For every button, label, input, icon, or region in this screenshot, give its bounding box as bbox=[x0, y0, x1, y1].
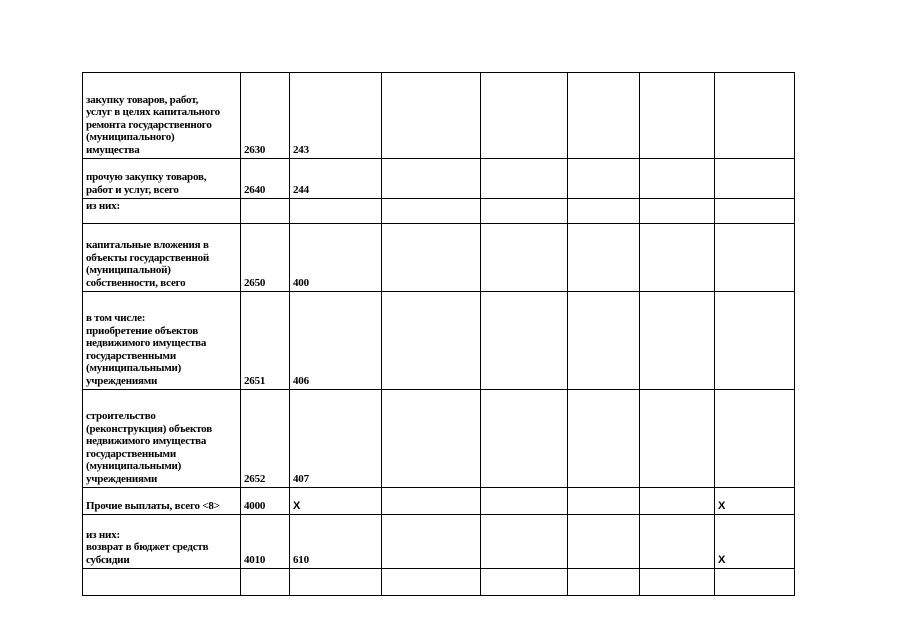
row-description: в том числе: приобретение объектов недвижимого имущества государственными (муниципальными) учреждениями bbox=[83, 292, 241, 390]
value-cell bbox=[568, 515, 640, 569]
row-description: капитальные вложения в объекты государственной (муниципальной) собственности, всего bbox=[83, 224, 241, 292]
row-last-value bbox=[715, 390, 795, 488]
value-cell bbox=[481, 199, 568, 224]
value-cell bbox=[568, 73, 640, 159]
row-kbk-code: 406 bbox=[290, 292, 382, 390]
row-description bbox=[83, 569, 241, 596]
value-cell bbox=[481, 488, 568, 515]
row-last-value bbox=[715, 569, 795, 596]
value-cell bbox=[382, 569, 481, 596]
row-kbk-code: 610 bbox=[290, 515, 382, 569]
value-cell bbox=[568, 199, 640, 224]
row-description: строительство (реконструкция) объектов недвижимого имущества государственными (муниципальными) учреждениями bbox=[83, 390, 241, 488]
row-last-value: Х bbox=[715, 488, 795, 515]
row-description: из них: возврат в бюджет средств субсидии bbox=[83, 515, 241, 569]
value-cell bbox=[481, 390, 568, 488]
row-last-value bbox=[715, 224, 795, 292]
table-row bbox=[83, 292, 795, 390]
value-cell bbox=[568, 488, 640, 515]
value-cell bbox=[640, 159, 715, 199]
row-last-value bbox=[715, 73, 795, 159]
value-cell bbox=[481, 569, 568, 596]
row-code: 2630 bbox=[241, 73, 290, 159]
row-code: 2651 bbox=[241, 292, 290, 390]
row-code: 2640 bbox=[241, 159, 290, 199]
row-kbk-code: 400 bbox=[290, 224, 382, 292]
value-cell bbox=[640, 199, 715, 224]
row-last-value bbox=[715, 159, 795, 199]
row-description: Прочие выплаты, всего <8> bbox=[83, 488, 241, 515]
table-row bbox=[83, 224, 795, 292]
value-cell bbox=[640, 488, 715, 515]
table-row bbox=[83, 515, 795, 569]
value-cell bbox=[382, 515, 481, 569]
row-kbk-code: 407 bbox=[290, 390, 382, 488]
value-cell bbox=[640, 569, 715, 596]
row-code: 4000 bbox=[241, 488, 290, 515]
row-last-value bbox=[715, 199, 795, 224]
value-cell bbox=[640, 390, 715, 488]
row-kbk-code bbox=[290, 569, 382, 596]
value-cell bbox=[568, 390, 640, 488]
value-cell bbox=[568, 159, 640, 199]
value-cell bbox=[481, 515, 568, 569]
value-cell bbox=[382, 488, 481, 515]
row-kbk-code: Х bbox=[290, 488, 382, 515]
value-cell bbox=[640, 224, 715, 292]
value-cell bbox=[382, 199, 481, 224]
value-cell bbox=[568, 292, 640, 390]
row-code: 4010 bbox=[241, 515, 290, 569]
value-cell bbox=[640, 292, 715, 390]
row-kbk-code: 243 bbox=[290, 73, 382, 159]
table-row bbox=[83, 569, 795, 596]
row-kbk-code: 244 bbox=[290, 159, 382, 199]
row-description: прочую закупку товаров, работ и услуг, всего bbox=[83, 159, 241, 199]
value-cell bbox=[481, 224, 568, 292]
row-kbk-code bbox=[290, 199, 382, 224]
row-description: из них: bbox=[83, 199, 241, 224]
value-cell bbox=[382, 159, 481, 199]
value-cell bbox=[640, 73, 715, 159]
row-code: 2650 bbox=[241, 224, 290, 292]
value-cell bbox=[382, 73, 481, 159]
table-row bbox=[83, 199, 795, 224]
value-cell bbox=[382, 292, 481, 390]
value-cell bbox=[568, 569, 640, 596]
budget-table bbox=[82, 72, 795, 596]
table-row bbox=[83, 73, 795, 159]
row-code bbox=[241, 199, 290, 224]
table-row bbox=[83, 159, 795, 199]
table-row bbox=[83, 390, 795, 488]
value-cell bbox=[382, 224, 481, 292]
value-cell bbox=[481, 159, 568, 199]
row-last-value: Х bbox=[715, 515, 795, 569]
value-cell bbox=[640, 515, 715, 569]
table-row bbox=[83, 488, 795, 515]
row-last-value bbox=[715, 292, 795, 390]
value-cell bbox=[568, 224, 640, 292]
value-cell bbox=[481, 292, 568, 390]
row-code bbox=[241, 569, 290, 596]
row-description: закупку товаров, работ, услуг в целях капитального ремонта государственного (муниципального) имущества bbox=[83, 73, 241, 159]
value-cell bbox=[382, 390, 481, 488]
row-code: 2652 bbox=[241, 390, 290, 488]
value-cell bbox=[481, 73, 568, 159]
